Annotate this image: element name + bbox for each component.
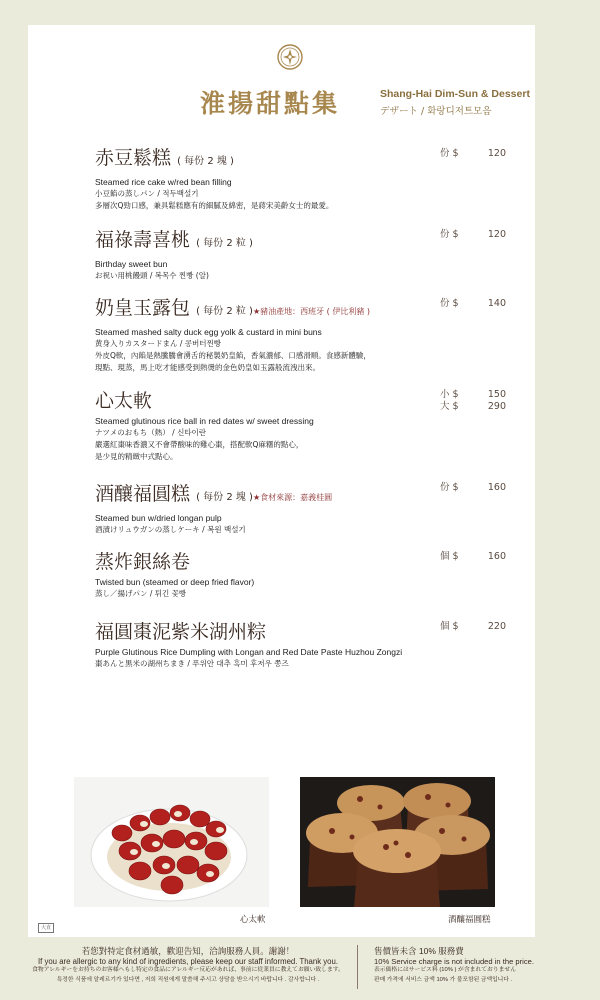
item-name: 心太軟 [95,390,153,412]
item-name: 赤豆鬆糕 [95,147,172,169]
item-name: 奶皇玉露包 [95,297,191,319]
section-title-jp-kr: デザート / 화랑디저트모음 [380,106,492,117]
item-quantity: ( 每份 2 塊 ) [177,156,234,167]
photo-red-dates [74,777,269,907]
service-charge-notice [374,947,584,985]
item-english: Birthday sweet bun [95,259,168,269]
service-jp: 表示価格にはサービス料 (10% ) が含まれておりません [374,967,517,974]
allergy-en: If you are allergic to any kind of ingredients, please keep our staff informed. Thank you. [37,956,339,966]
photo-longan-cakes [300,777,495,907]
section-title-english: Shang-Hai Dim-Sun & Dessert [380,88,530,100]
item-note: ★食材來源：嘉義桂圓 [252,493,333,502]
item-english: Purple Glutinous Rice Dumpling with Longan and Red Date Paste Huzhou Zongzi [95,647,403,657]
item-price: 份 $ 120 [440,148,506,159]
item-quantity: ( 每份 2 粒 ) [196,306,253,317]
item-jp-kr: 黄身入りカスタードまん / 콩버터찐빵 [95,339,222,348]
photo-caption-right: 酒釀福圓糕 [448,915,491,925]
allergy-notice [28,947,348,985]
item-english: Steamed mashed salty duck egg yolk & custard in mini buns [95,327,322,337]
service-zh: 售價皆未含 10% 服務費 [374,946,464,956]
item-price: 個 $ 160 [440,551,506,562]
item-price: 小 $ 150 大 $ 290 [440,389,506,412]
item-note: ★豬油產地：西班牙 ( 伊比利豬 ) [252,307,370,316]
item-quantity: ( 每份 2 塊 ) [196,492,253,503]
allergy-kr: 특정한 식품에 알레르기가 있다면 , 저희 직원에게 말씀해 주시고 상담을 받으시기 바랍니다 . 감사합니다 . [56,976,320,983]
item-jp-kr: 小豆餡の蒸しパン / 적두백설기 [95,189,199,198]
item-description: 多層次Q勁口感，兼具鬆糕應有的細膩及綿密，是蔣宋美齡女士的最愛。 [95,201,334,210]
item-name: 福圓棗泥紫米湖州粽 [95,621,267,643]
item-description: 是少見的精緻中式點心。 [95,452,178,461]
item-english: Twisted bun (steamed or deep fried flavor) [95,577,255,587]
item-name: 福祿壽喜桃 [95,229,191,251]
item-price: 份 $ 140 [440,298,506,309]
item-jp-kr: ナツメのおもち（熱） / 신타이란 [95,428,207,437]
section-title: 淮揚甜點集 [200,89,341,118]
item-description: 外皮Q軟，內餡是熱騰騰會湧舌的秘製奶皇餡，香氣濃郁、口感滑順。食感新體驗， [95,351,371,360]
item-price: 份 $ 160 [440,482,506,493]
item-jp-kr: 棗あんと黒米の湖州ちまき / 푸위안 대추 흑미 후저우 쫑즈 [95,659,289,668]
footer-divider [357,945,358,989]
item-jp-kr: 酒漬けリュウガンの蒸しケーキ / 복원 백설기 [95,525,246,534]
item-english: Steamed bun w/dried longan pulp [95,513,222,523]
item-english: Steamed rice cake w/red bean filling [95,177,232,187]
item-english: Steamed glutinous rice ball in red dates w/ sweet dressing [95,416,314,426]
item-description: 嚴選紅棗味香濃又不會帶酸味的雞心棗，搭配軟Q麻糬的點心， [95,440,304,449]
item-quantity: ( 每份 2 粒 ) [196,238,253,249]
service-kr: 판매 가격에 서비스 금액 10% 가 불포함된 금액입니다 . [374,976,513,983]
lotus-logo-icon [277,44,303,70]
item-jp-kr: お祝い用桃饅頭 / 복목수 찐빵 (알) [95,271,209,280]
item-description: 現點、現蒸，馬上吃才能感受到熱燙的金色奶皇如玉露般流洩出來。 [95,363,320,372]
item-price: 份 $ 120 [440,229,506,240]
allergy-jp: 食物アレルギーをお持ちのお客様へもし特定の食品にアレルギー反応があれば、事前に従業員に教えてお願い致します。 [32,967,344,974]
item-name: 酒釀福圓糕 [95,483,191,505]
service-en: 10% Service charge is not included in the price. [374,956,534,966]
photo-caption-left: 心太軟 [240,915,266,925]
item-jp-kr: 蒸し／揚げパン / 튀긴 꽃빵 [95,589,187,598]
item-name: 蒸炸銀絲卷 [95,551,191,573]
allergy-zh: 若您對特定食材過敏，歡迎告知，洽詢服務人員。謝謝！ [81,946,295,956]
item-price: 個 $ 220 [440,621,506,632]
branch-badge: 大直 [38,923,54,933]
